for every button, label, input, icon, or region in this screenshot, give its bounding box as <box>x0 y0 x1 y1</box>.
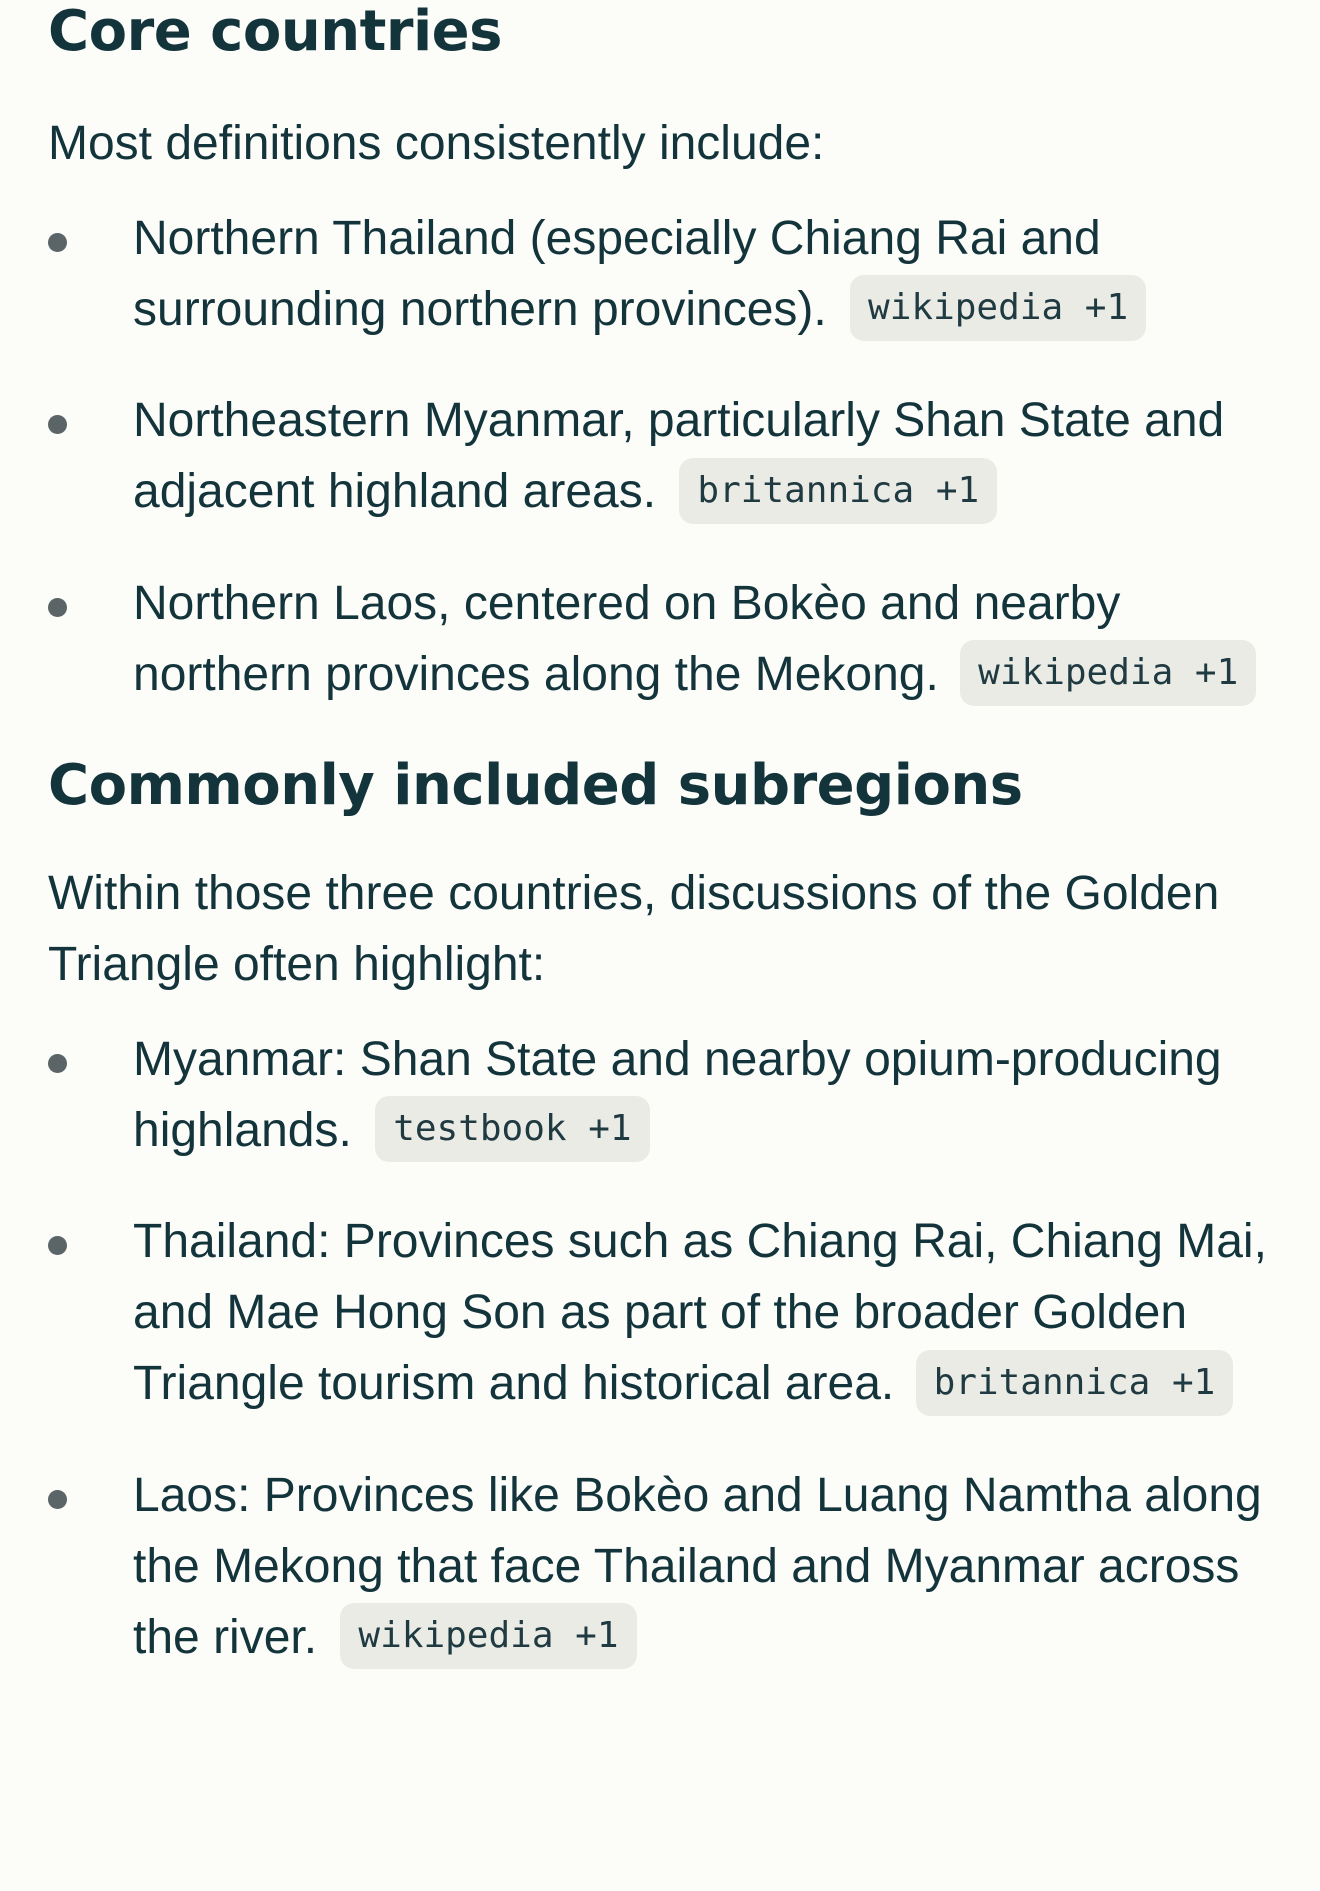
citation-chip[interactable]: wikipedia +1 <box>960 640 1256 706</box>
list-item <box>48 1206 1272 1419</box>
bullet-icon <box>48 233 67 252</box>
citation-chip[interactable]: wikipedia +1 <box>340 1603 636 1669</box>
list-item-text: Laos: Provinces like Bokèo and Luang Namtha along the Mekong that face Thailand and Myanmar across the river. <box>133 1468 1262 1664</box>
citation-chip[interactable]: wikipedia +1 <box>850 275 1146 341</box>
list-item <box>48 385 1272 527</box>
citation-chip[interactable]: britannica +1 <box>679 458 997 524</box>
list-item-text: Northern Laos, centered on Bokèo and nearby northern provinces along the Mekong. <box>133 576 1121 701</box>
section-heading-core-countries: Core countries <box>48 0 502 64</box>
bullet-icon <box>48 1490 67 1509</box>
section-heading-subregions: Commonly included subregions <box>48 752 1023 818</box>
bullet-icon <box>48 415 67 434</box>
list-item-text: Myanmar: Shan State and nearby opium-producing highlands. <box>133 1032 1222 1157</box>
list-item-text: Northeastern Myanmar, particularly Shan State and adjacent highland areas. <box>133 394 1225 519</box>
list-item <box>48 1024 1272 1166</box>
bullet-icon <box>48 1236 67 1255</box>
core-countries-list <box>48 203 1272 710</box>
list-item <box>48 568 1272 710</box>
section-intro-core-countries: Most definitions consistently include: <box>48 117 825 170</box>
list-item <box>48 203 1272 345</box>
section-intro-subregions: Within those three countries, discussions of the Golden Triangle often highlight: <box>48 866 1220 991</box>
bullet-icon <box>48 598 67 617</box>
list-item-text: Northern Thailand (especially Chiang Rai and surrounding northern provinces). <box>133 212 1101 336</box>
list-item-text: Thailand: Provinces such as Chiang Rai, Chiang Mai, and Mae Hong Son as part of the broader Golden Triangle tourism and historical area. <box>133 1215 1267 1411</box>
subregions-list <box>48 1024 1272 1673</box>
list-item <box>48 1460 1272 1673</box>
bullet-icon <box>48 1054 67 1073</box>
citation-chip[interactable]: britannica +1 <box>916 1350 1234 1416</box>
citation-chip[interactable]: testbook +1 <box>375 1096 649 1162</box>
